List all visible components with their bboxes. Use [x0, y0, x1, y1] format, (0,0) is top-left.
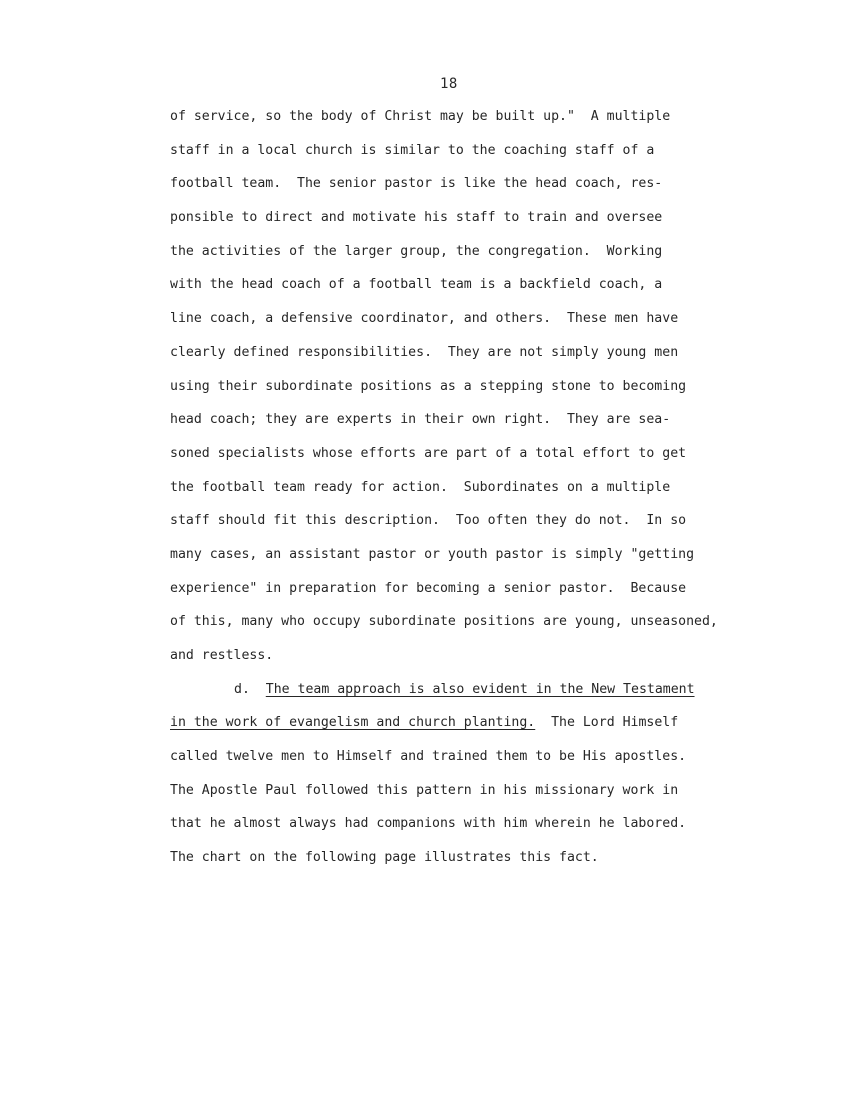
text-line: of service, so the body of Christ may be built up." A multiple	[170, 109, 671, 124]
text-line: clearly defined responsibilities. They are not simply young men	[170, 344, 679, 360]
text-line: ponsible to direct and motivate his staff to train and oversee	[170, 210, 663, 226]
text-line: the activities of the larger group, the congregation. Working	[170, 243, 663, 259]
paragraph-team-approach	[170, 680, 845, 882]
text-line: many cases, an assistant pastor or youth pastor is simply "getting	[170, 546, 695, 562]
text-line: soned specialists whose efforts are part of a total effort to get	[170, 445, 687, 461]
text-line: football team. The senior pastor is like the head coach, res-	[170, 176, 663, 192]
body-text	[170, 107, 845, 882]
text-line: staff in a local church is similar to the coaching staff of a	[170, 142, 655, 158]
underlined-heading: The team approach is also evident in the New Testament	[265, 681, 695, 697]
text-line: that he almost always had companions with him wherein he labored.	[170, 816, 687, 832]
text-line	[170, 713, 845, 747]
text-line: with the head coach of a football team is a backfield coach, a	[170, 277, 663, 293]
text-line: experience" in preparation for becoming a senior pastor. Because	[170, 580, 687, 596]
text-line: line coach, a defensive coordinator, and others. These men have	[170, 311, 679, 327]
text-line: The chart on the following page illustrates this fact.	[170, 850, 599, 866]
text-line: The Apostle Paul followed this pattern in his missionary work in	[170, 782, 679, 798]
text-line: the football team ready for action. Subordinates on a multiple	[170, 479, 671, 495]
text-line: called twelve men to Himself and trained them to be His apostles.	[170, 749, 687, 765]
text-line: using their subordinate positions as a stepping stone to becoming	[170, 378, 687, 394]
line-continuation: The Lord Himself	[535, 715, 679, 731]
paragraph-team-analogy	[170, 107, 845, 680]
text-line: of this, many who occupy subordinate positions are young, unseasoned,	[170, 614, 718, 630]
underlined-heading: in the work of evangelism and church planting.	[170, 715, 536, 731]
page-number: 18	[440, 76, 458, 92]
paragraph-marker: d.	[234, 681, 250, 697]
text-line: head coach; they are experts in their own right. They are sea-	[170, 412, 671, 428]
text-line	[170, 680, 845, 714]
marker-spacer	[250, 682, 266, 697]
text-line: staff should fit this description. Too often they do not. In so	[170, 513, 687, 529]
text-line: and restless.	[170, 648, 274, 663]
